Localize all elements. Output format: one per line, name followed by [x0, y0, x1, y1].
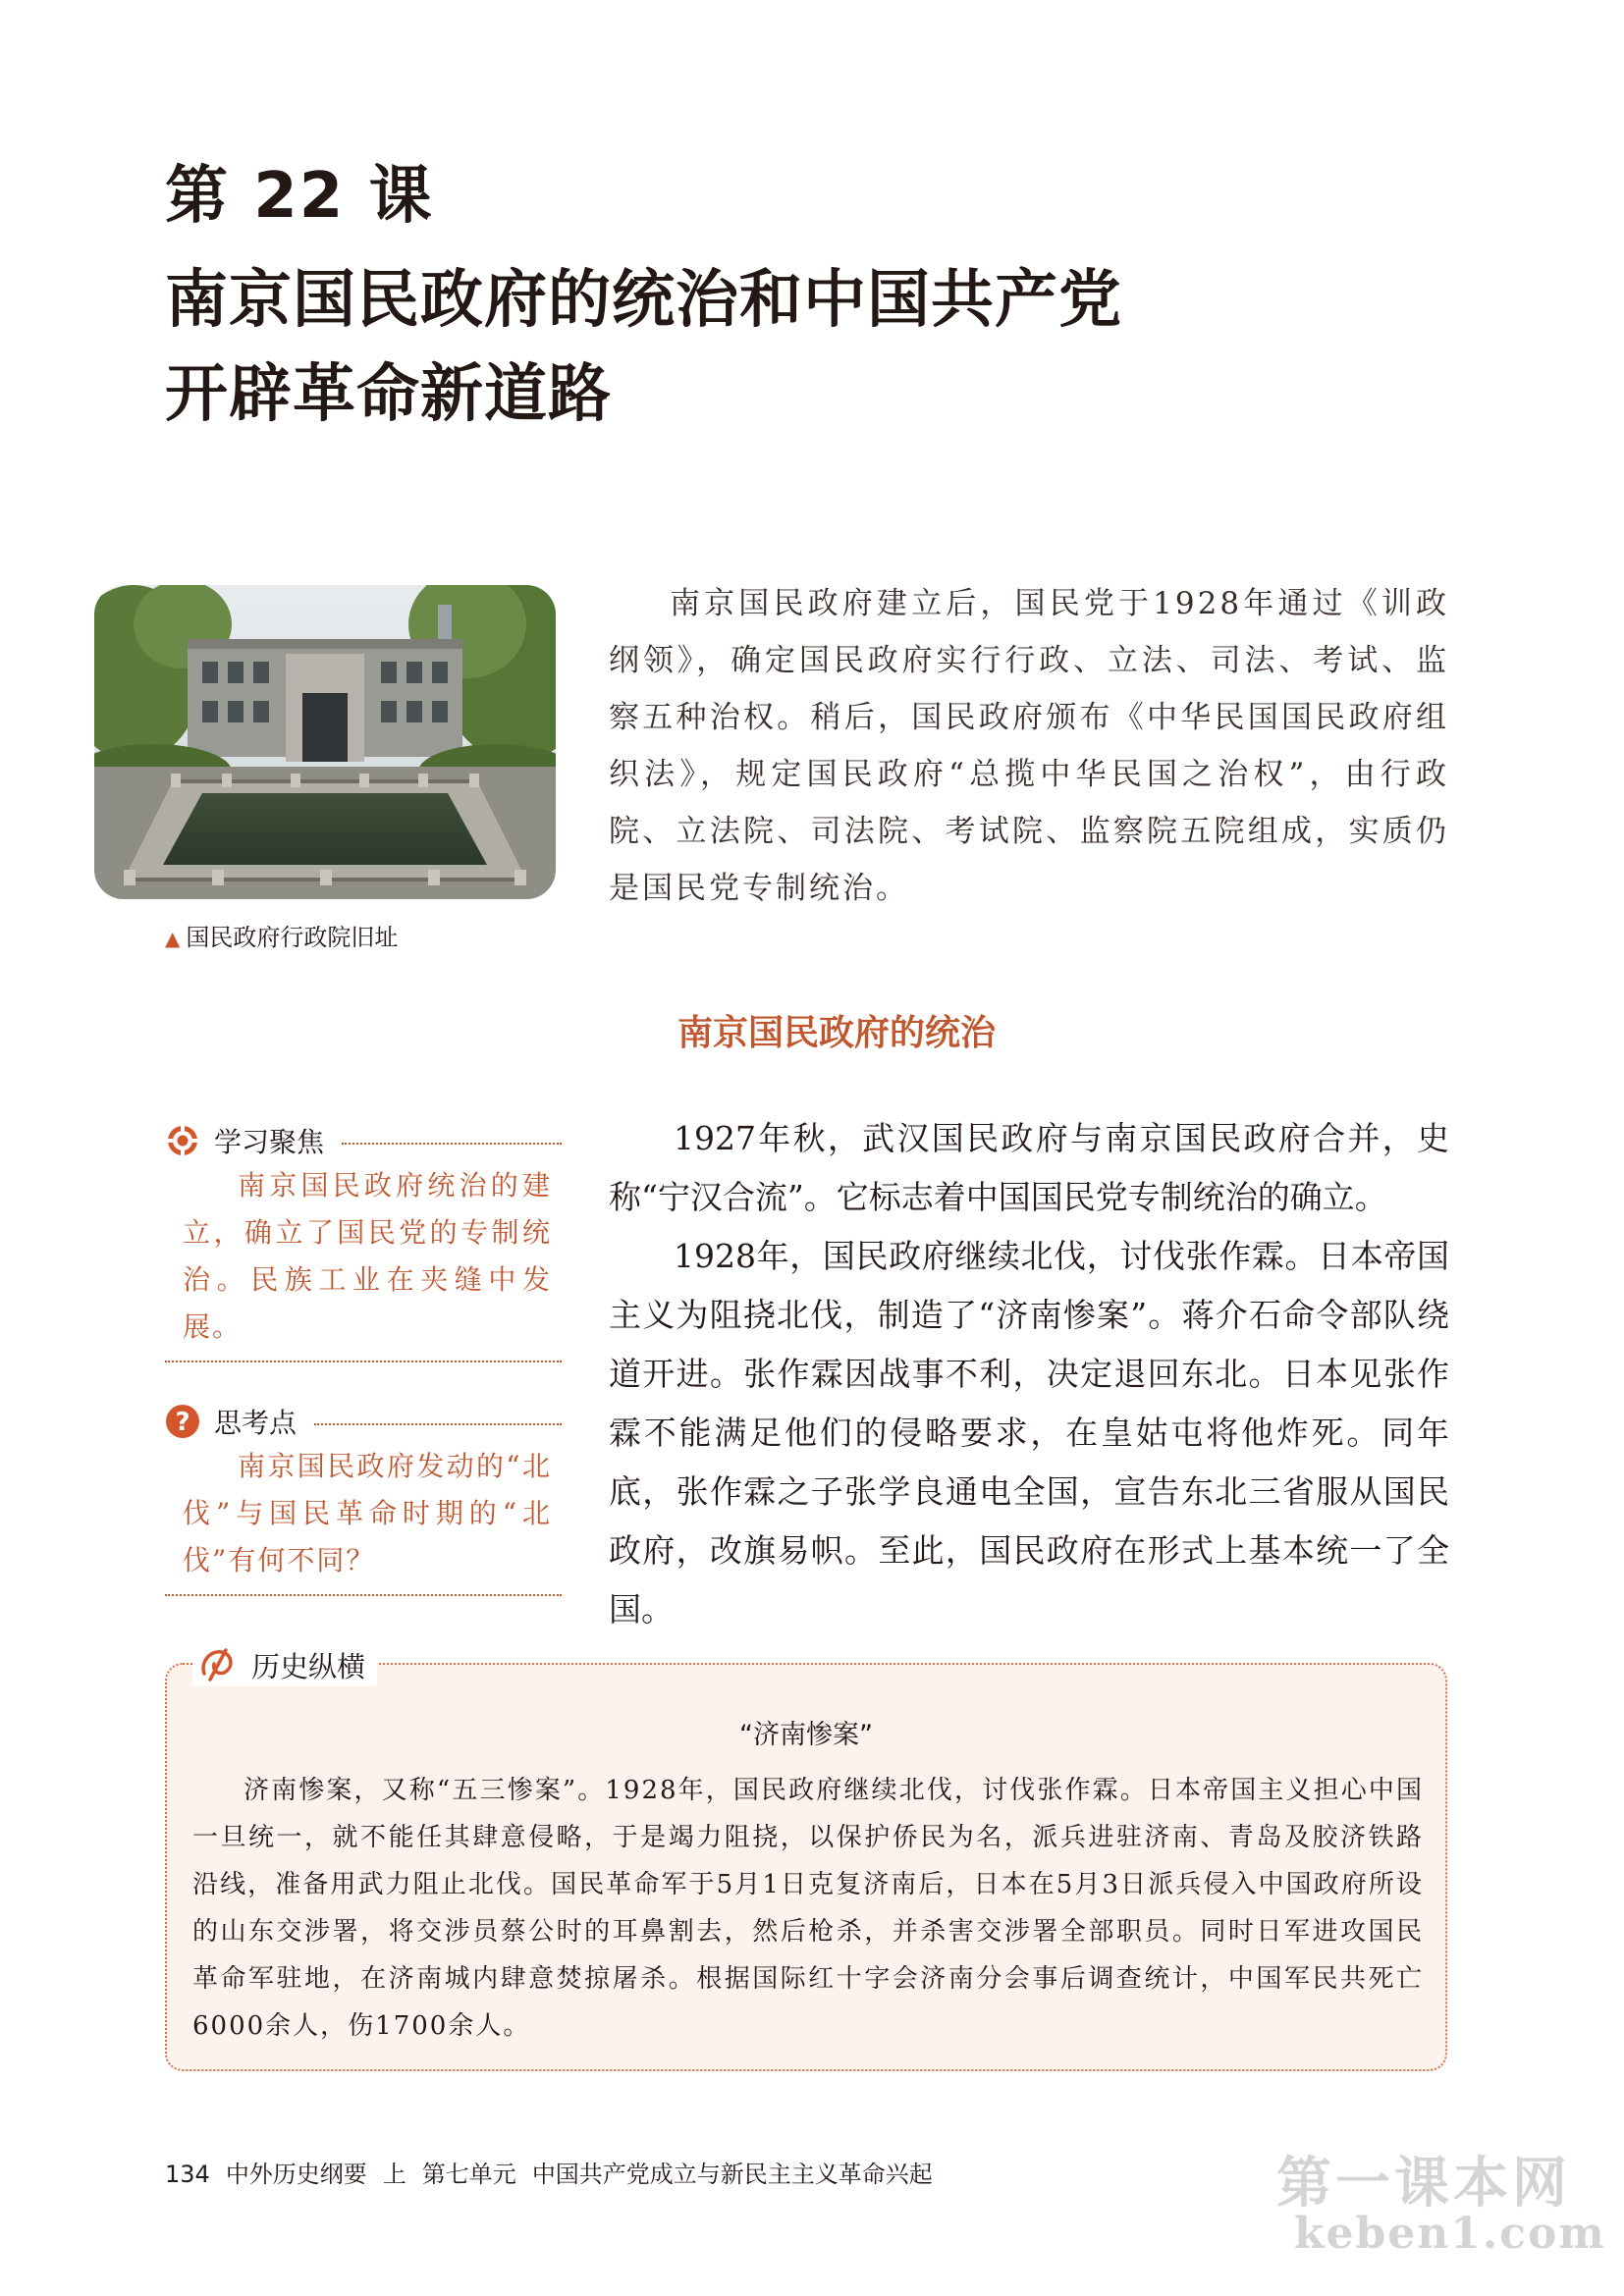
learning-focus-body [165, 1162, 562, 1351]
divider [165, 1361, 562, 1362]
divider [165, 1594, 562, 1596]
lesson-title-line2: 开辟革命新道路 [165, 358, 612, 431]
intro-text: 南京国民政府建立后，国民党于1928年通过《训政纲领》，确定国民政府实行行政、立法、司法、考试、监察五种治权。稍后，国民政府颁布《中华民国国民政府组织法》，规定国民政府“总揽中华民国之治权”，由行政院、立法院、司法院、考试院、监察院五院组成，实质仍是国民党专制统治。 [609, 586, 1449, 906]
history-box-header [192, 1643, 377, 1686]
svg-text:?: ? [175, 1408, 190, 1437]
think-point-box [165, 1400, 562, 1596]
divider [314, 1423, 562, 1425]
divider [342, 1143, 562, 1145]
lesson-number: 第 22 课 [165, 160, 434, 233]
watermark-line1: 第一课本网 [1276, 2152, 1571, 2216]
photo-caption [165, 923, 398, 953]
think-point-body [165, 1443, 562, 1584]
history-box-body [192, 1767, 1424, 2050]
body-paragraph-1: 1927年秋，武汉国民政府与南京国民政府合并，史称“宁汉合流”。它标志着中国国民党专制统治的确立。 [609, 1119, 1449, 1216]
think-point-text: 南京国民政府发动的“北伐”与国民革命时期的“北伐”有何不同？ [183, 1450, 552, 1576]
watermark-line2: keben1.com [1294, 2209, 1606, 2259]
learning-focus-header [165, 1119, 562, 1162]
intro-paragraph [609, 575, 1449, 917]
building-photo [94, 585, 556, 899]
section-heading: 南京国民政府的统治 [677, 1013, 997, 1053]
learning-focus-label: 学习聚焦 [214, 1126, 325, 1158]
page-footer [165, 2160, 948, 2189]
history-box-title: “济南惨案” [739, 1720, 873, 1750]
section-body [609, 1109, 1449, 1639]
learning-focus-text: 南京国民政府统治的建立，确立了国民党的专制统治。民族工业在夹缝中发展。 [183, 1169, 552, 1343]
book-title: 中外历史纲要 [225, 2161, 367, 2188]
book-volume: 上 [382, 2161, 406, 2188]
history-box-label: 历史纵横 [251, 1649, 366, 1683]
unit-title: 中国共产党成立与新民主主义革命兴起 [531, 2161, 933, 2188]
think-point-header [165, 1400, 562, 1443]
think-point-label: 思考点 [214, 1407, 298, 1439]
lesson-title [165, 253, 1245, 442]
photo-caption-text: 国民政府行政院旧址 [186, 924, 399, 951]
triangle-up-icon: ▲ [165, 927, 181, 950]
history-box-text: 济南惨案，又称“五三惨案”。1928年，国民政府继续北伐，讨伐张作霖。日本帝国主义担心中国一旦统一，就不能任其肆意侵略，于是竭力阻挠，以保护侨民为名，派兵进驻济南、青岛及胶济铁路沿线，准备用武力阻止北伐。国民革命军于5月1日克复济南后，日本在5月3日派兵侵入中国政府所设的山东交涉署，将交涉员蔡公时的耳鼻割去，然后枪杀，并杀害交涉署全部职员。同时日军进攻国民革命军驻地，在济南城内肆意焚掠屠杀。根据国际红十字会济南分会事后调查统计，中国军民共死亡6000余人，伤1700余人。 [192, 1776, 1424, 2041]
unit-number: 第七单元 [421, 2161, 516, 2188]
learning-focus-box [165, 1119, 562, 1362]
target-icon [165, 1123, 200, 1158]
body-paragraph-2: 1928年，国民政府继续北伐，讨伐张作霖。日本帝国主义为阻挠北伐，制造了“济南惨案”。蒋介石命令部队绕道开进。张作霖因战事不利，决定退回东北。日本见张作霖不能满足他们的侵略要求，在皇姑屯将他炸死。同年底，张作霖之子张学良通电全国，宣告东北三省服从国民政府，改旗易帜。至此，国民政府在形式上基本统一了全国。 [609, 1237, 1449, 1629]
page-number: 134 [165, 2161, 210, 2188]
lesson-title-line1: 南京国民政府的统治和中国共产党 [165, 264, 1122, 337]
history-swirl-icon [196, 1644, 238, 1685]
question-icon [165, 1404, 200, 1439]
